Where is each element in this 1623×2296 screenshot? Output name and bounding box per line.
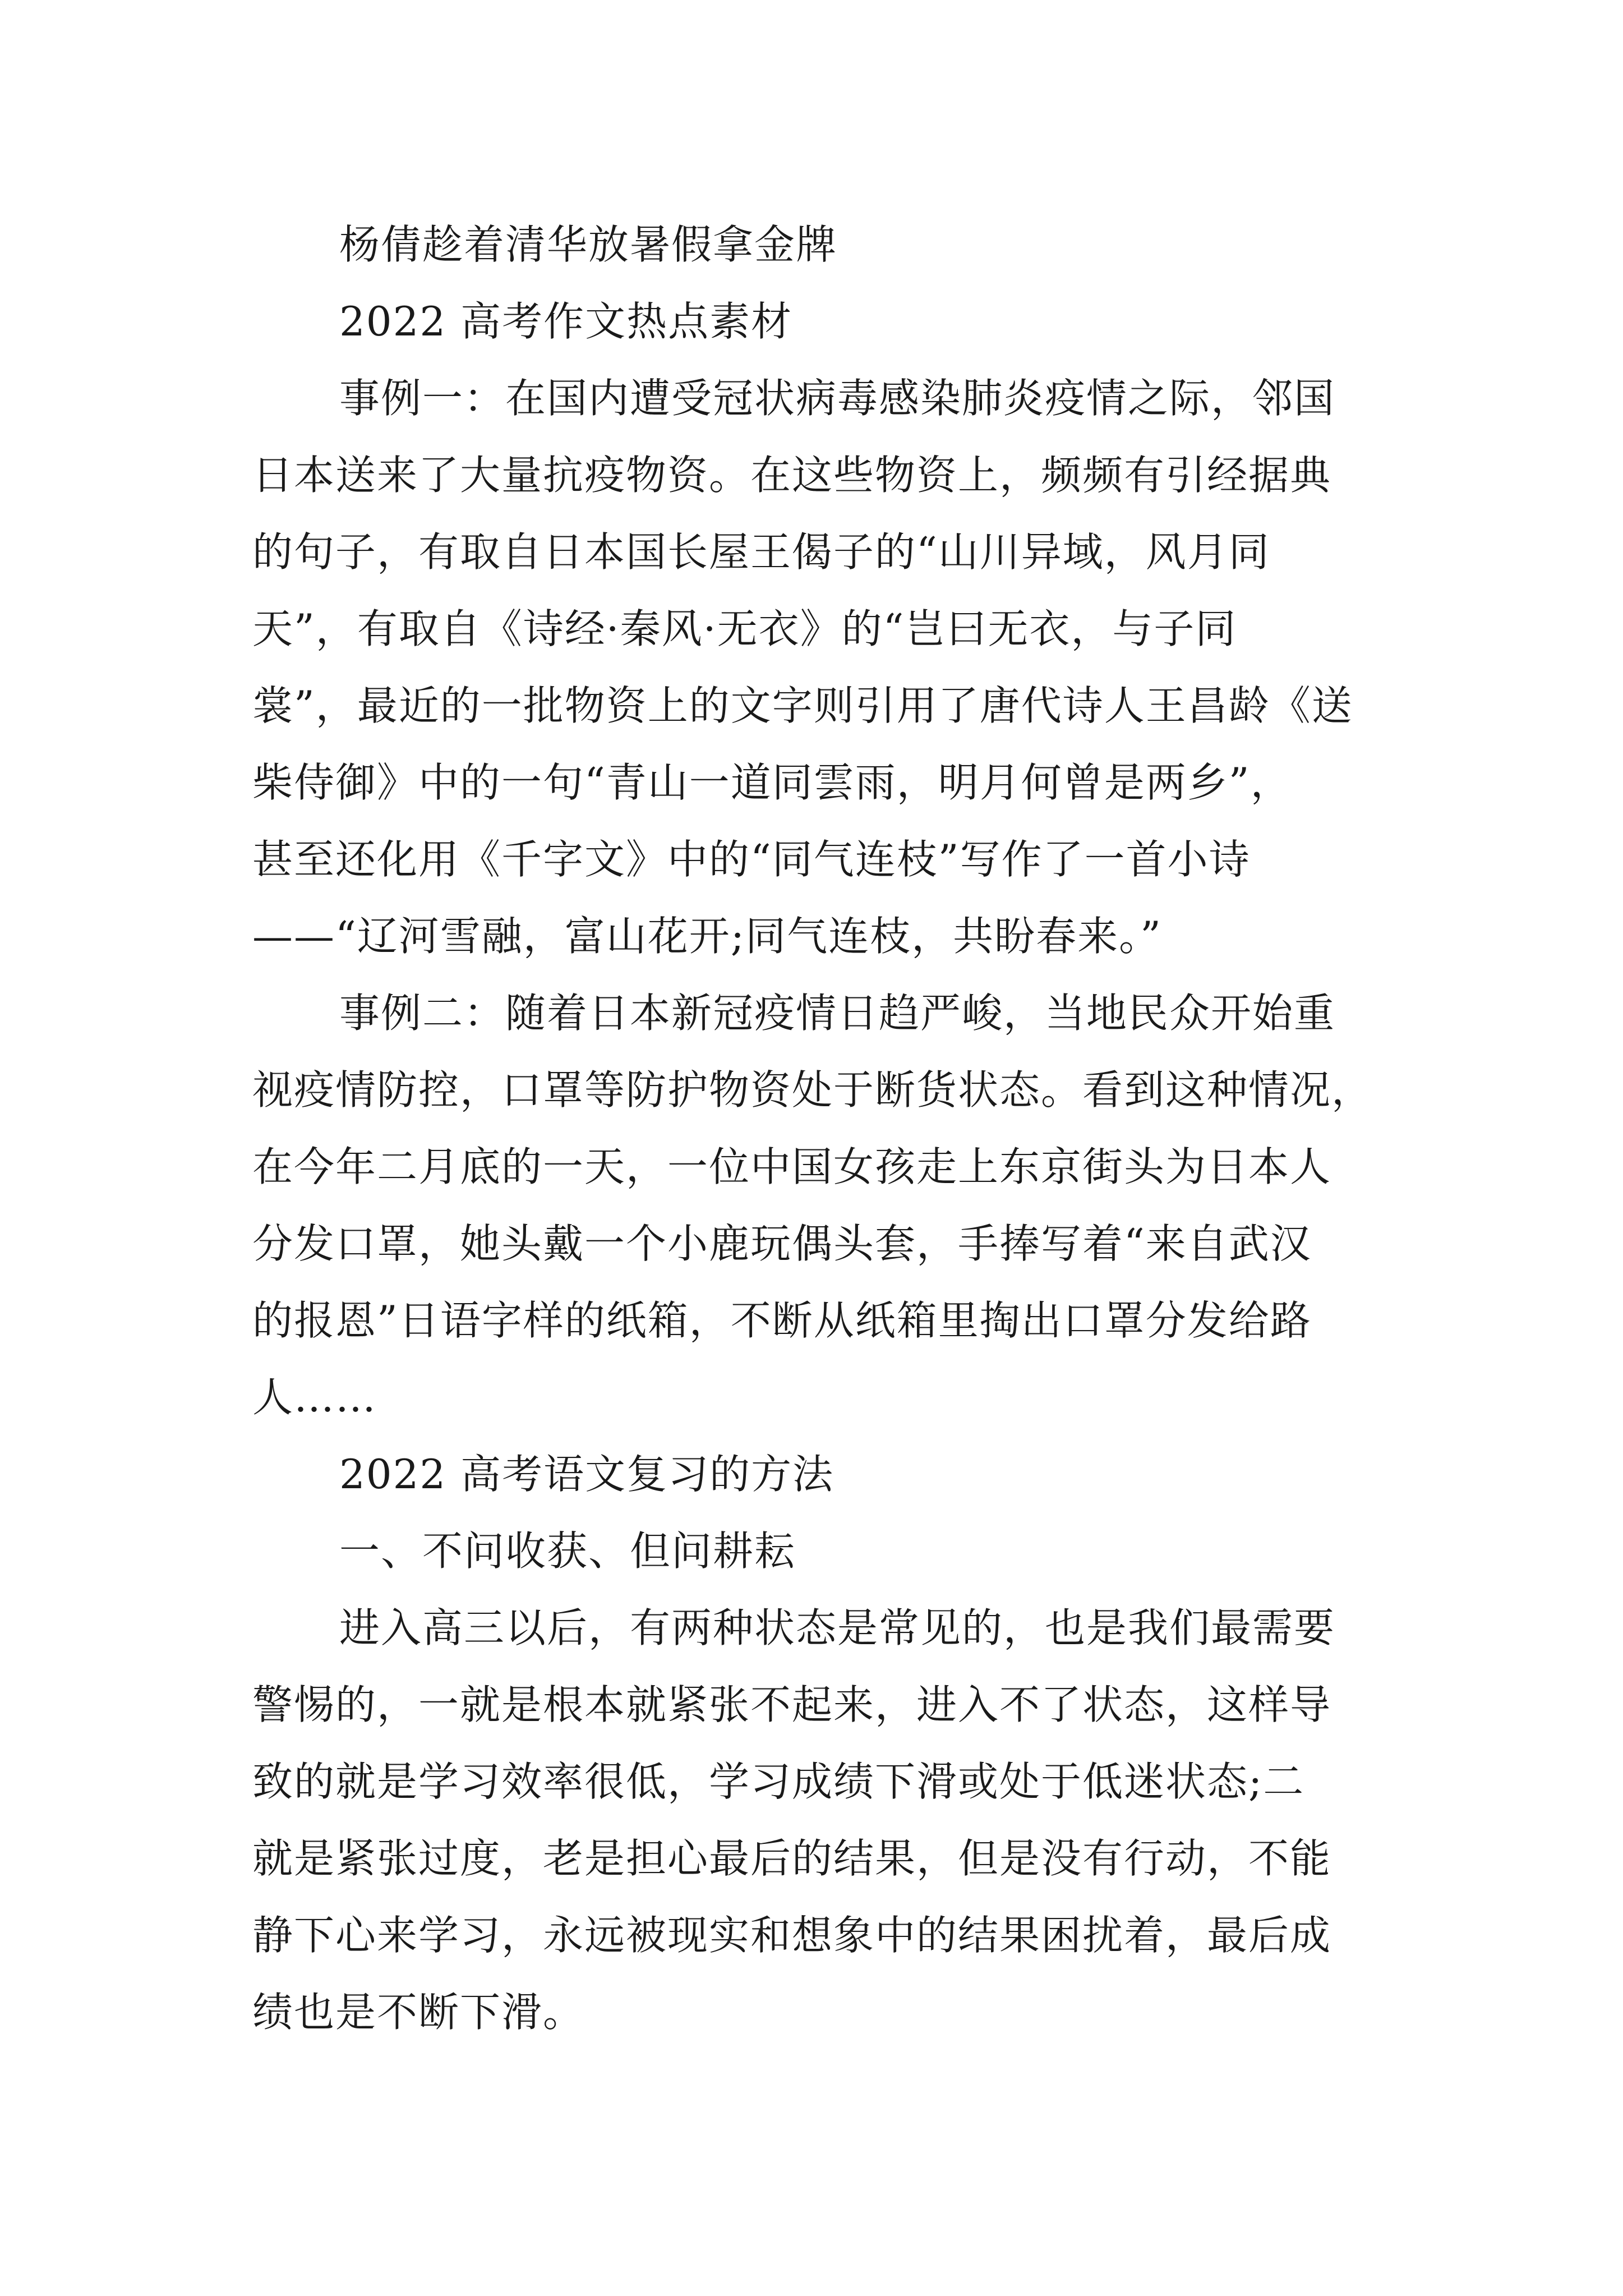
- paragraph-line: 进入高三以后，有两种状态是常见的，也是我们最需要: [339, 1604, 1336, 1651]
- paragraph-line: 柴侍御》中的一句“青山一道同雲雨，明月何曾是两乡”，: [252, 759, 1292, 806]
- paragraph-line: ——“辽河雪融，富山花开;同气连枝，共盼春来。”: [252, 913, 1162, 960]
- paragraph-line: 人……: [252, 1374, 377, 1421]
- paragraph-line: 日本送来了大量抗疫物资。在这些物资上，频频有引经据典: [252, 452, 1332, 499]
- subheading-point-one: 一、不问收获、但问耕耘: [339, 1527, 796, 1575]
- paragraph-line: 绩也是不断下滑。: [252, 1989, 585, 2036]
- paragraph-line: 警惕的，一就是根本就紧张不起来，进入不了状态，这样导: [252, 1681, 1332, 1728]
- paragraph-line: 静下心来学习，永远被现实和想象中的结果困扰着，最后成: [252, 1912, 1332, 1959]
- paragraph-line: 事例一：在国内遭受冠状病毒感染肺炎疫情之际，邻国: [339, 375, 1336, 422]
- paragraph-line: 事例二：随着日本新冠疫情日趋严峻，当地民众开始重: [339, 990, 1336, 1037]
- paragraph-line: 甚至还化用《千字文》中的“同气连枝”写作了一首小诗: [252, 836, 1251, 883]
- paragraph-line: 裳”，最近的一批物资上的文字则引用了唐代诗人王昌龄《送: [252, 682, 1353, 729]
- paragraph-line: 致的就是学习效率很低，学习成绩下滑或处于低迷状态;二: [252, 1758, 1305, 1805]
- paragraph-line: 的句子，有取自日本国长屋王偈子的“山川异域，风月同: [252, 528, 1270, 576]
- section-heading-review-methods: 2022 高考语文复习的方法: [339, 1451, 834, 1498]
- paragraph-line: 在今年二月底的一天，一位中国女孩走上东京街头为日本人: [252, 1143, 1332, 1190]
- section-heading-essay-material: 2022 高考作文热点素材: [339, 298, 793, 345]
- paragraph-line: 分发口罩，她头戴一个小鹿玩偶头套，手捧写着“来自武汉: [252, 1220, 1312, 1267]
- paragraph-line: 视疫情防控，口罩等防护物资处于断货状态。看到这种情况，: [252, 1066, 1373, 1114]
- paragraph-line: 就是紧张过度，老是担心最后的结果，但是没有行动，不能: [252, 1835, 1332, 1882]
- title-line: 杨倩趁着清华放暑假拿金牌: [339, 221, 838, 268]
- paragraph-line: 的报恩”日语字样的纸箱，不断从纸箱里掏出口罩分发给路: [252, 1297, 1312, 1344]
- paragraph-line: 天”，有取自《诗经·秦风·无衣》的“岂曰无衣，与子同: [252, 605, 1237, 652]
